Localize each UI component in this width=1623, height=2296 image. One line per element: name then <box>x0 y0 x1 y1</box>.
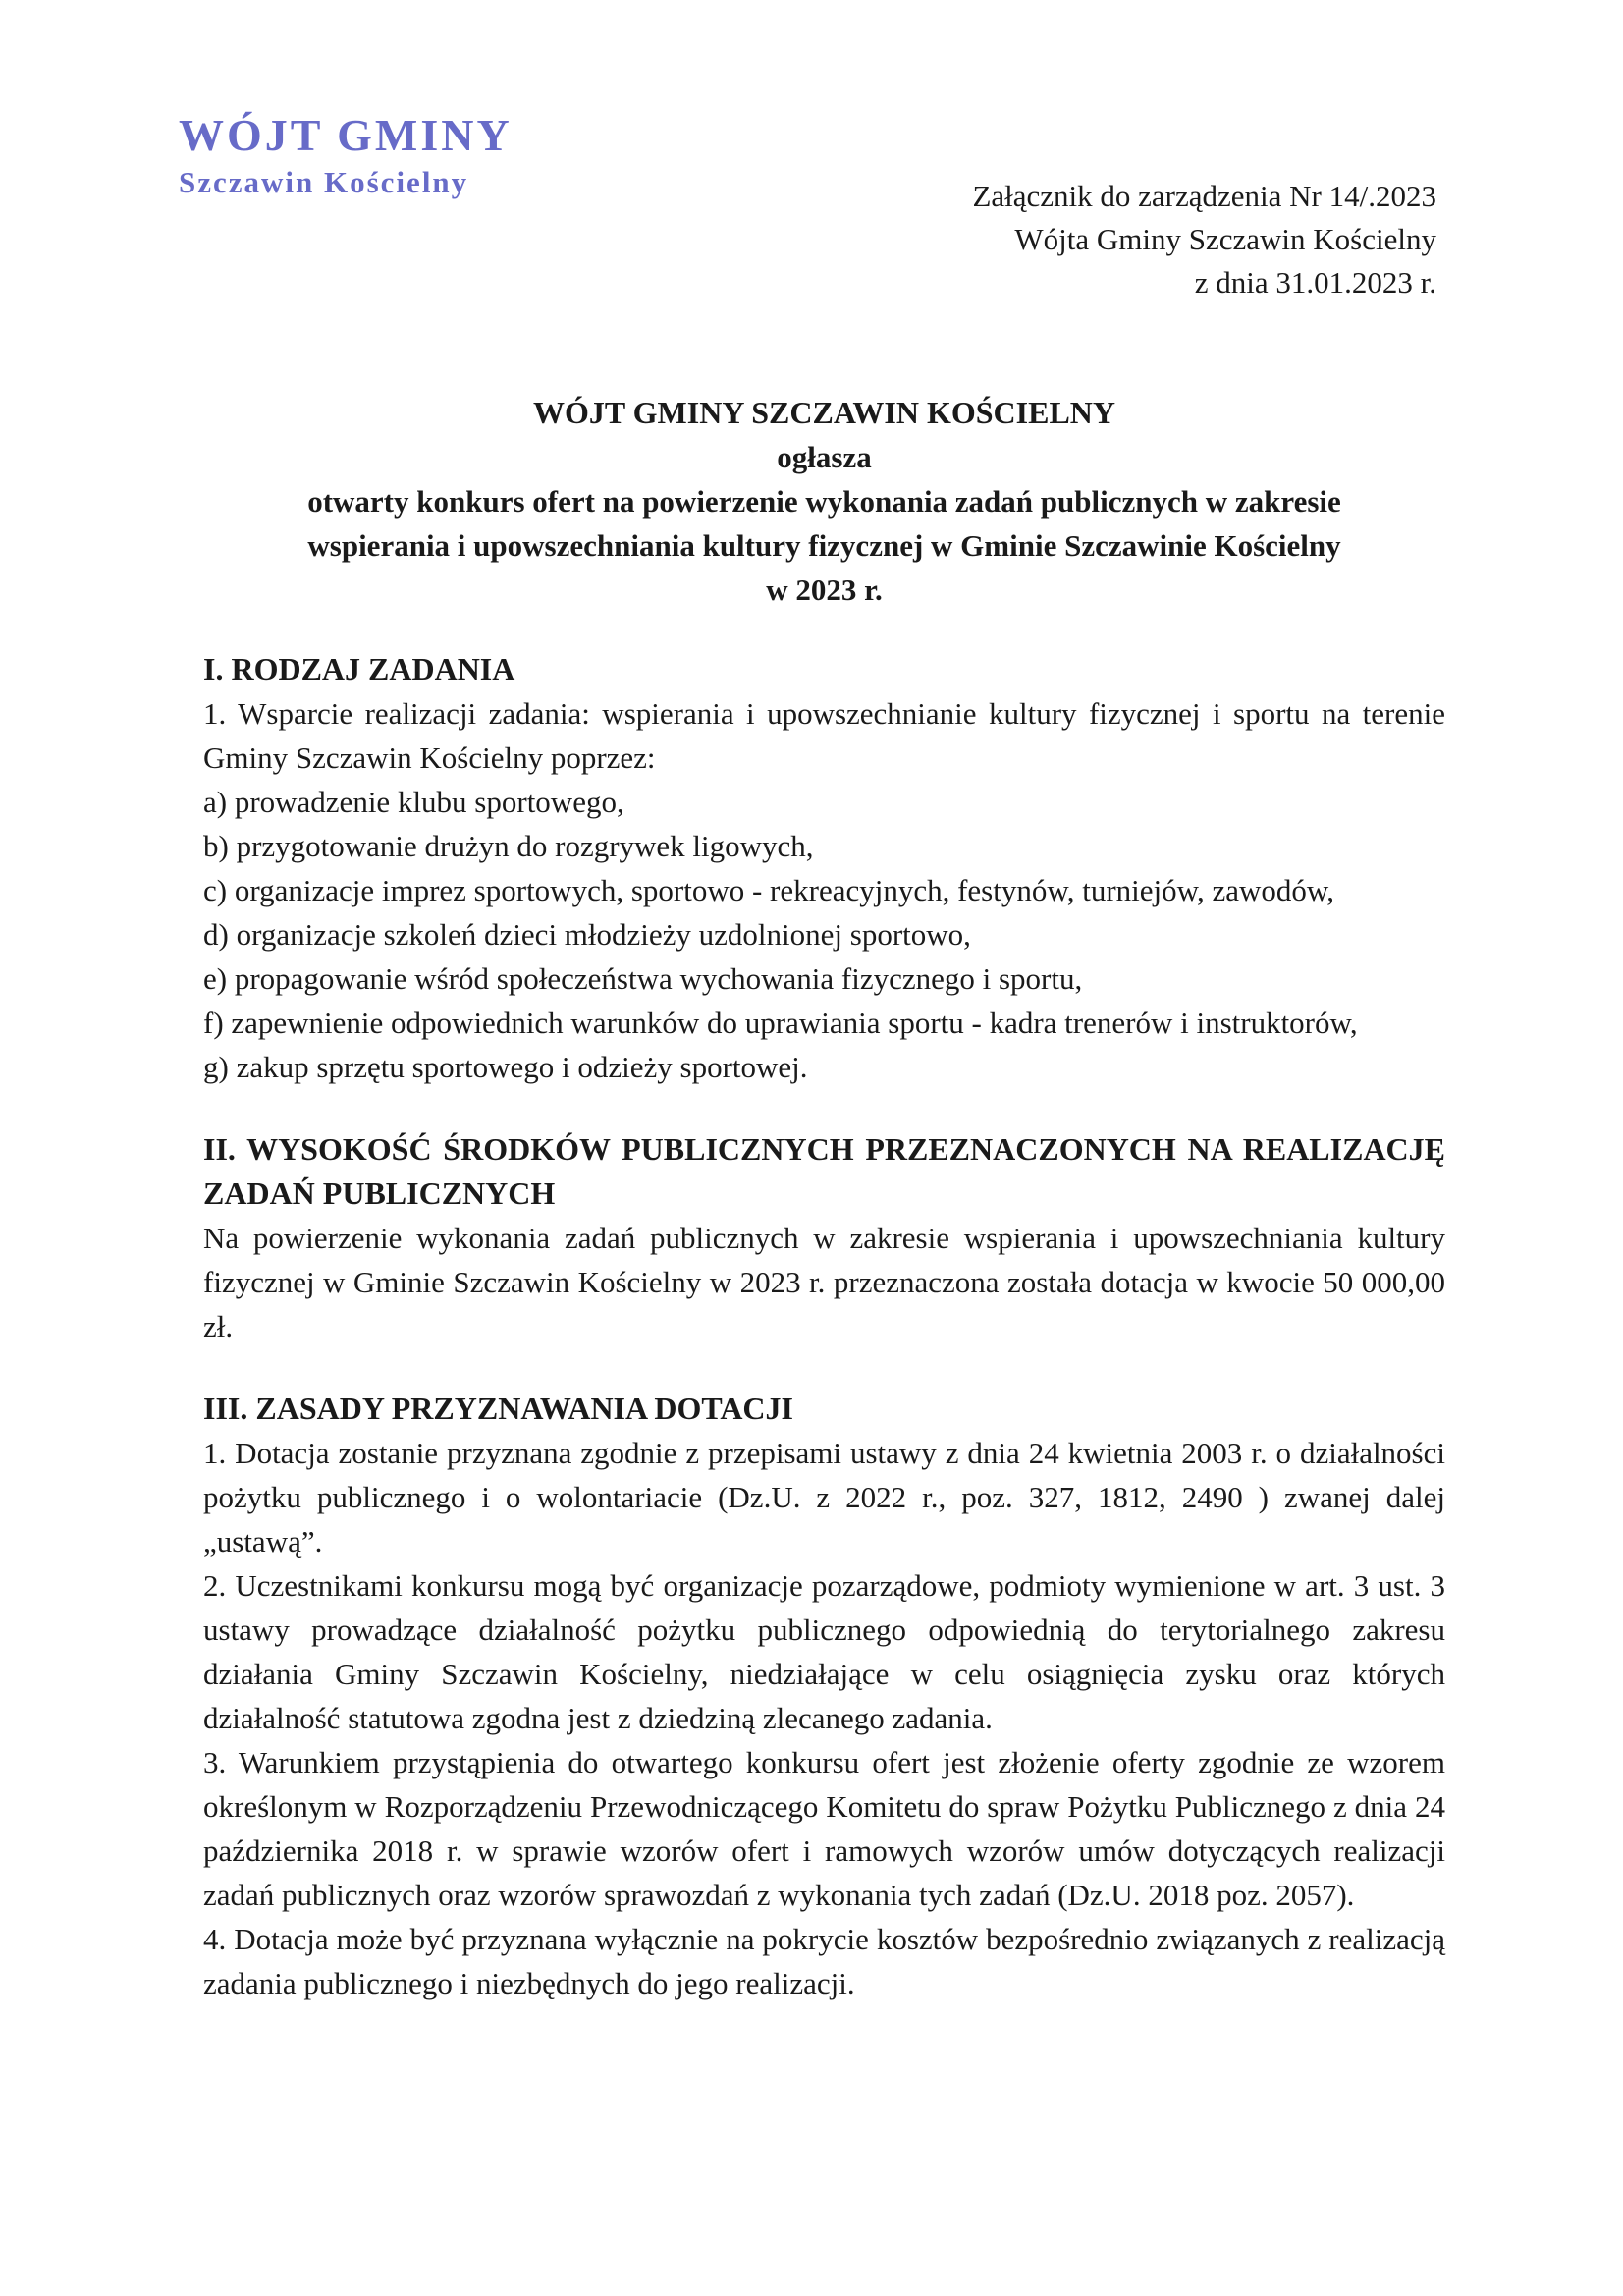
section-1 <box>203 647 1445 1089</box>
section-3-paragraph: 1. Dotacja zostanie przyznana zgodnie z przepisami ustawy z dnia 24 kwietnia 2003 r. o działalności pożytku publicznego i o wolontariacie (Dz.U. z 2022 r., poz. 327, 1812, 2490 ) zwanej dalej „ustawą”. <box>203 1436 1445 1558</box>
list-item: e) propagowanie wśród społeczeństwa wychowania fizycznego i sportu, <box>203 961 1083 996</box>
heading-line-3: otwarty konkurs ofert na powierzenie wykonania zadań publicznych w zakresie <box>307 484 1341 519</box>
office-stamp <box>179 110 513 202</box>
section-1-title: I. RODZAJ ZADANIA <box>203 651 515 686</box>
stamp-line-1: WÓJT GMINY <box>179 110 513 160</box>
annex-line-1: Załącznik do zarządzenia Nr 14/.2023 <box>972 179 1436 213</box>
section-2 <box>203 1127 1445 1348</box>
heading-line-4: wspierania i upowszechniania kultury fizycznej w Gminie Szczawinie Kościelny <box>307 528 1341 563</box>
section-3-paragraph: 3. Warunkiem przystąpienia do otwartego konkursu ofert jest złożenie oferty zgodnie ze wzorem określonym w Rozporządzeniu Przewodniczącego Komitetu do spraw Pożytku Publicznego z dnia 24 października 2018 r. w sprawie wzorów ofert i ramowych wzorów umów dotyczących realizacji zadań publicznych oraz wzorów sprawozdań z wykonania tych zadań (Dz.U. 2018 poz. 2057). <box>203 1745 1445 1912</box>
section-3-title: III. ZASADY PRZYZNAWANIA DOTACJI <box>203 1391 793 1426</box>
annex-line-3: z dnia 31.01.2023 r. <box>1194 265 1436 300</box>
heading-line-1: WÓJT GMINY SZCZAWIN KOŚCIELNY <box>533 395 1115 430</box>
annex-note <box>972 175 1436 304</box>
list-item: d) organizacje szkoleń dzieci młodzieży uzdolnionej sportowo, <box>203 917 971 952</box>
section-3-paragraph: 2. Uczestnikami konkursu mogą być organizacje pozarządowe, podmioty wymienione w art. 3 ust. 3 ustawy prowadzące działalność pożytku publicznego odpowiednią do terytorialnego zakresu działania Gminy Szczawin Kościelny, niedziałające w celu osiągnięcia zysku oraz których działalność statutowa zgodna jest z dziedziną zlecanego zadania. <box>203 1568 1445 1735</box>
heading-line-2: ogłasza <box>777 440 872 474</box>
annex-line-2: Wójta Gminy Szczawin Kościelny <box>1014 222 1436 256</box>
heading-line-5: w 2023 r. <box>766 573 883 607</box>
list-item: a) prowadzenie klubu sportowego, <box>203 785 624 819</box>
document-heading <box>203 391 1445 612</box>
section-2-title: II. WYSOKOŚĆ ŚRODKÓW PUBLICZNYCH PRZEZNACZONYCH NA REALIZACJĘ ZADAŃ PUBLICZNYCH <box>203 1131 1445 1211</box>
section-3 <box>203 1387 1445 2005</box>
list-item: g) zakup sprzętu sportowego i odzieży sportowej. <box>203 1050 808 1084</box>
list-item: f) zapewnienie odpowiednich warunków do uprawiania sportu - kadra trenerów i instruktorów, <box>203 1006 1358 1040</box>
list-item: c) organizacje imprez sportowych, sportowo - rekreacyjnych, festynów, turniejów, zawodów, <box>203 873 1335 907</box>
section-3-paragraph: 4. Dotacja może być przyznana wyłącznie na pokrycie kosztów bezpośrednio związanych z realizacją zadania publicznego i niezbędnych do jego realizacji. <box>203 1922 1445 2000</box>
section-2-body: Na powierzenie wykonania zadań publicznych w zakresie wspierania i upowszechniania kultury fizycznej w Gminie Szczawin Kościelny w 2023 r. przeznaczona została dotacja w kwocie 50 000,00 zł. <box>203 1221 1445 1343</box>
document-body <box>203 391 1445 2005</box>
section-1-intro: 1. Wsparcie realizacji zadania: wspierania i upowszechnianie kultury fizycznej i sportu na terenie Gminy Szczawin Kościelny poprzez: <box>203 696 1445 775</box>
list-item: b) przygotowanie drużyn do rozgrywek ligowych, <box>203 829 814 863</box>
stamp-line-2: Szczawin Kościelny <box>179 165 469 199</box>
